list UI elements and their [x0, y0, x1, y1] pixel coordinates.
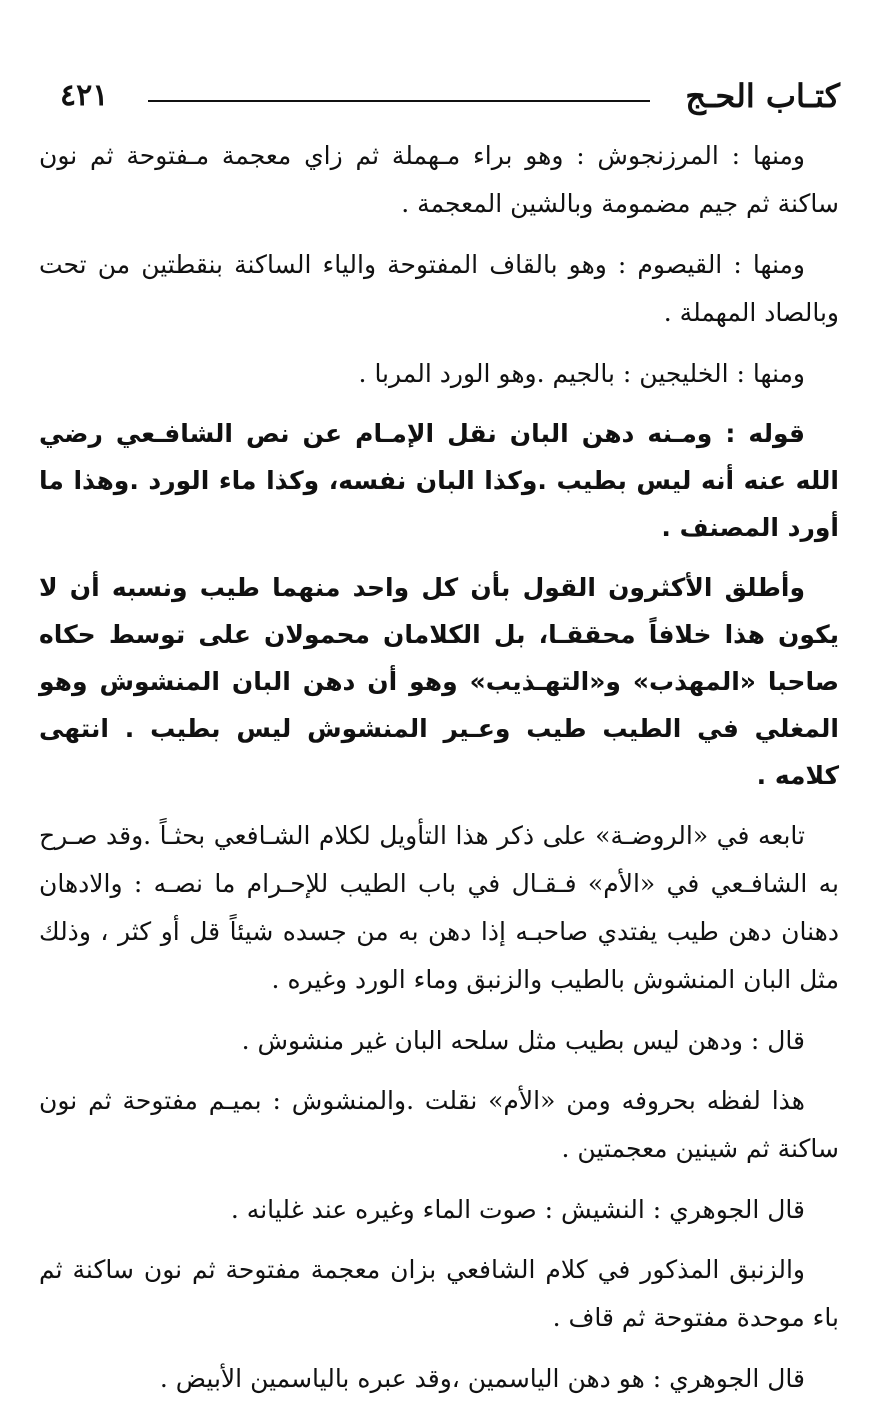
- page-body: [39, 132, 839, 1416]
- paragraph-qala-oil: قال : ودهن ليس بطيب مثل سلحه البان غير منشوش .: [241, 1026, 805, 1055]
- paragraph-jawhari-nashish: قال الجوهري : النشيش : صوت الماء وغيره عند غليانه .: [230, 1195, 805, 1224]
- paragraph-khalijayn: ومنها : الخليجين : بالجيم .وهو الورد المربا .: [358, 359, 805, 388]
- page-header: [60, 72, 840, 128]
- paragraph-al-umm-quote: هذا لفظه بحروفه ومن «الأم» نقلت .والمنشوش : بميـم مفتوحة ثم نون ساكنة ثم شينين معجمتين .: [39, 1086, 839, 1163]
- paragraph-qaysoum: ومنها : القيصوم : وهو بالقاف المفتوحة والياء الساكنة بنقطتين من تحت وبالصاد المهملة .: [39, 250, 839, 327]
- paragraph-quoted-statement: قوله : ومـنه دهن البان نقل الإمـام عن نص الشافـعي رضي الله عنه أنه ليس بطيب .وكذا البان نفسه، وكذا ماء الورد .وهذا ما أورد المصنف .: [39, 419, 839, 542]
- chapter-title: كتـاب الحـج: [685, 77, 840, 115]
- paragraph-marzanjoush: ومنها : المرزنجوش : وهو براء مـهملة ثم زاي معجمة مـفتوحة ثم نون ساكنة ثم جيم مضمومة وبالشين المعجمة .: [39, 141, 839, 218]
- header-rule: [148, 100, 650, 102]
- paragraph-jawhari-jasmine: قال الجوهري : هو دهن الياسمين ،وقد عبره بالياسمين الأبيض .: [159, 1364, 805, 1393]
- paragraph-rawdah-commentary: تابعه في «الروضـة» على ذكر هذا التأويل لكلام الشـافعي بحثـاً .وقد صـرح به الشافـعي في «الأم» فـقـال في باب الطيب للإحـرام ما نصـه : والادهان دهنان دهن طيب يفتدي صاحبـه إذا دهن به من جسده شيئاً قل أو كثر ، وذلك مثل البان المنشوش بالطيب والزنبق وماء الورد وغيره .: [39, 821, 839, 994]
- paragraph-zanbaq: والزنبق المذكور في كلام الشافعي بزان معجمة مفتوحة ثم نون ساكنة ثم باء موحدة مفتوحة ثم قاف .: [39, 1255, 839, 1332]
- page-number: ٤٢١: [60, 78, 109, 113]
- paragraph-majority-view: وأطلق الأكثرون القول بأن كل واحد منهما طيب ونسبه أن لا يكون هذا خلافاً محققـا، بل الكلامان محمولان على توسط حكاه صاحبا «المهذب» و«التهـذيب» وهو أن دهن البان المنشوش وهو المغلي في الطيب طيب وعـير المنشوش ليس بطيب . انتهى كلامه .: [39, 573, 839, 790]
